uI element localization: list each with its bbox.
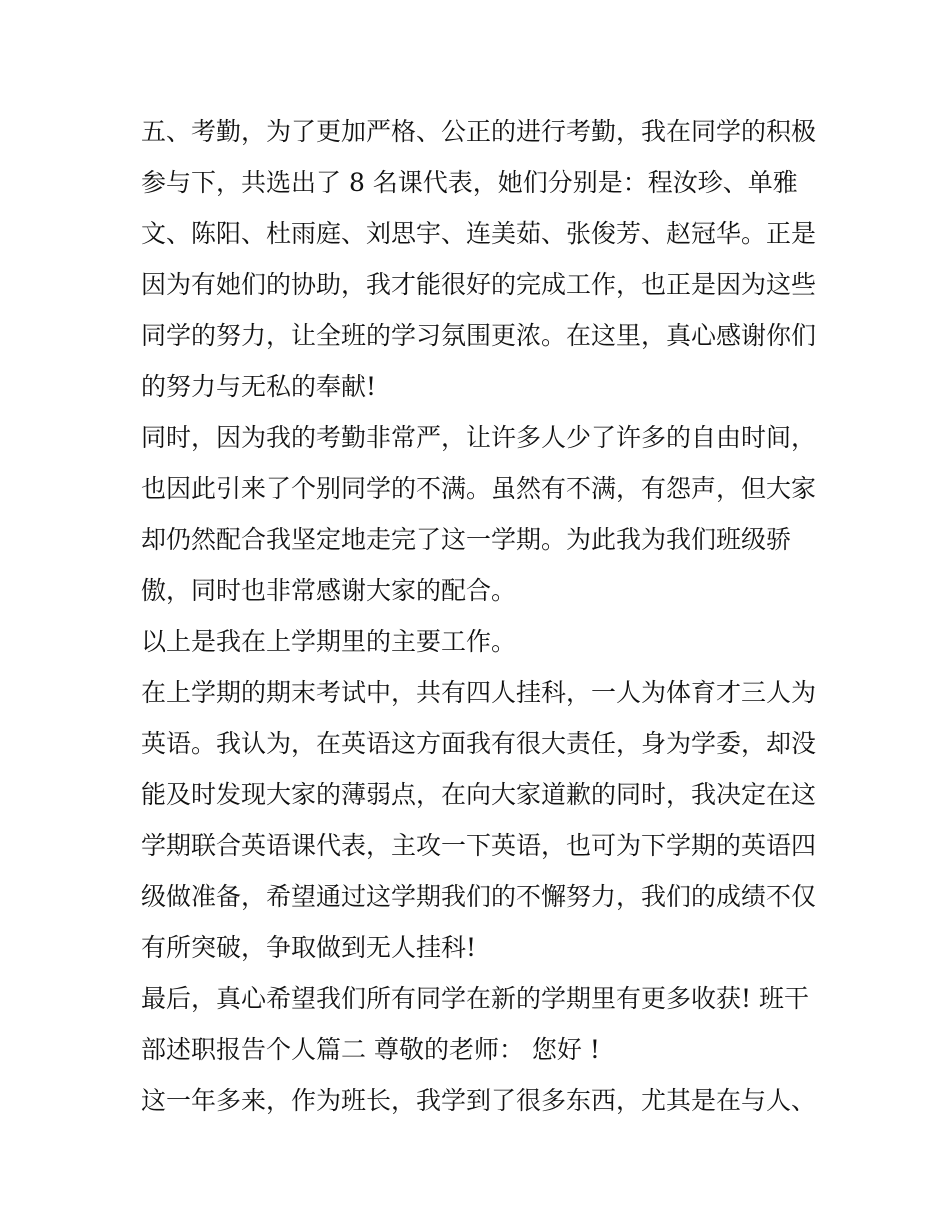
text-line: 参与下，共选出了 8 名课代表，她们分别是：程汝珍、单雅 (141, 168, 798, 197)
text-line: 在上学期的期末考试中，共有四人挂科，一人为体育才三人为 (141, 678, 817, 707)
text-line: 部述职报告个人篇二 尊敬的老师： 您好 ! (141, 1035, 600, 1064)
text-line: 英语。我认为，在英语这方面我有很大责任，身为学委，却没 (141, 729, 817, 758)
text-line: 同时，因为我的考勤非常严，让许多人少了许多的自由时间， (141, 423, 817, 452)
text-line: 同学的努力，让全班的学习氛围更浓。在这里，真心感谢你们 (141, 321, 817, 350)
text-line: 文、陈阳、杜雨庭、刘思宇、连美茹、张俊芳、赵冠华。正是 (141, 219, 817, 248)
text-line: 有所突破，争取做到无人挂科! (141, 933, 477, 962)
text-line: 能及时发现大家的薄弱点，在向大家道歉的同时，我决定在这 (141, 780, 817, 809)
text-line: 这一年多来，作为班长，我学到了很多东西，尤其是在与人、 (141, 1086, 817, 1115)
text-line: 傲，同时也非常感谢大家的配合。 (141, 576, 517, 605)
text-line: 五、考勤，为了更加严格、公正的进行考勤，我在同学的积极 (141, 117, 817, 146)
text-line: 也因此引来了个别同学的不满。虽然有不满，有怨声，但大家 (141, 474, 817, 503)
text-line: 却仍然配合我坚定地走完了这一学期。为此我为我们班级骄 (141, 525, 792, 554)
document-body (141, 106, 817, 1126)
text-line: 级做准备，希望通过这学期我们的不懈努力，我们的成绩不仅 (141, 882, 817, 911)
text-line: 以上是我在上学期里的主要工作。 (141, 627, 517, 656)
text-line: 因为有她们的协助，我才能很好的完成工作，也正是因为这些 (141, 270, 817, 299)
text-line: 的努力与无私的奉献! (141, 372, 377, 401)
text-line: 学期联合英语课代表，主攻一下英语，也可为下学期的英语四 (141, 831, 817, 860)
text-line: 最后，真心希望我们所有同学在新的学期里有更多收获! 班干 (141, 984, 809, 1013)
